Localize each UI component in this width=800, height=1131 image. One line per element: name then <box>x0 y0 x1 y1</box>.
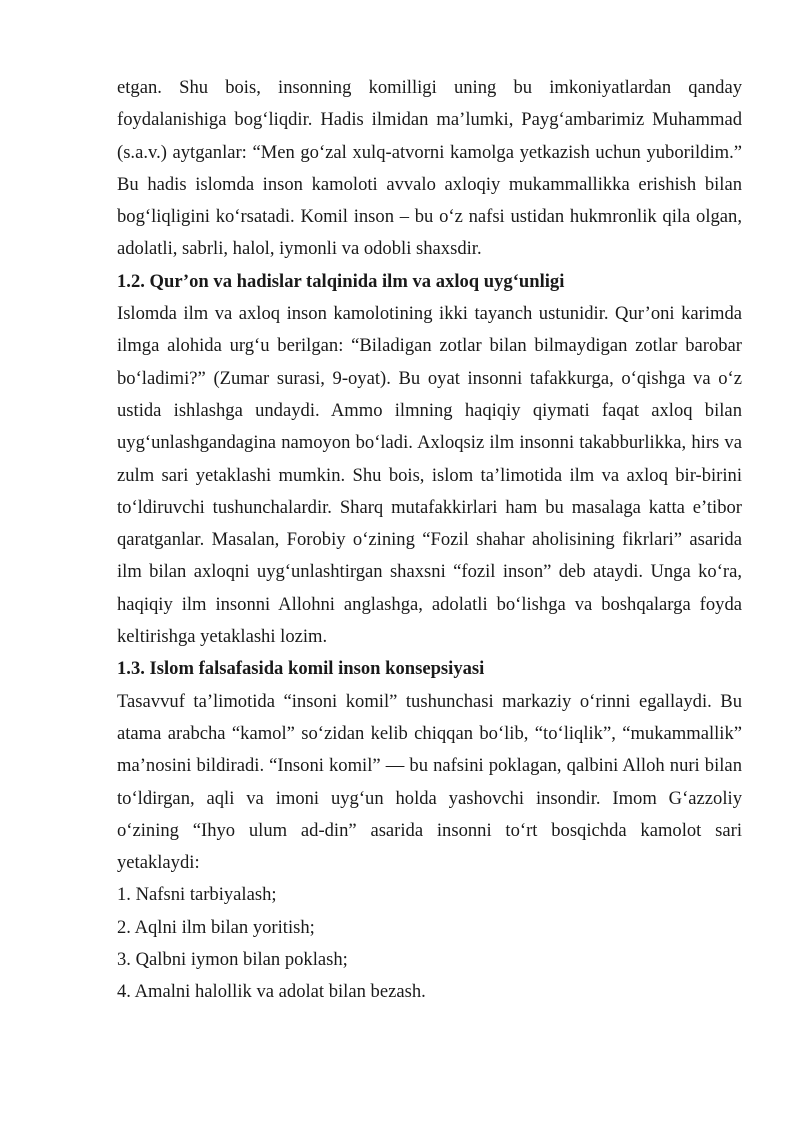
paragraph-komil-inson: Tasavvuf ta’limotida “insoni komil” tushunchasi markaziy o‘rinni egallaydi. Bu atama arabcha “kamol” so‘zidan kelib chiqqan bo‘lib, “to‘liqlik”, “mukammallik” ma’nosini bildiradi. “Insoni komil” — bu nafsini poklagan, qalbini Alloh nuri bilan to‘ldirgan, aqli va imoni uyg‘un holda yashovchi insondir. Imom G‘azzoliy o‘zining “Ihyo ulum ad-din” asarida insonni to‘rt bosqichda kamolot sari yetaklaydi: <box>117 690 742 874</box>
list-item: 3. Qalbni iymon bilan poklash; <box>117 949 348 971</box>
stages-list <box>117 879 742 1008</box>
paragraph-intro: etgan. Shu bois, insonning komilligi uning bu imkoniyatlardan qanday foydalanishiga bog‘liqdir. Hadis ilmidan ma’lumki, Payg‘ambarimiz Muhammad (s.a.v.) aytganlar: “Men go‘zal xulq-atvorni kamolga yetkazish uchun yuborildim.” Bu hadis islomda inson kamoloti avvalo axloqiy mukammallikka erishish bilan bog‘liqligini ko‘rsatadi. Komil inson – bu o‘z nafsi ustidan hukmronlik qila olgan, adolatli, sabrli, halol, iymonli va odobli shaxsdir. <box>117 77 742 260</box>
list-item: 2. Aqlni ilm bilan yoritish; <box>117 916 315 938</box>
document-page <box>117 72 742 1009</box>
list-item: 4. Amalni halollik va adolat bilan bezash. <box>117 981 426 1003</box>
paragraph-ilm-axloq: Islomda ilm va axloq inson kamolotining ikki tayanch ustunidir. Qur’oni karimda ilmga alohida urg‘u berilgan: “Biladigan zotlar bilan bilmaydigan zotlar barobar bo‘ladimi?” (Zumar surasi, 9-oyat). Bu oyat insonni tafakkurga, o‘qishga va o‘z ustida ishlashga undaydi. Ammo ilmning haqiqiy qiymati faqat axloq bilan uyg‘unlashgandagina namoyon bo‘ladi. Axloqsiz ilm insonni takabburlikka, hirs va zulm sari yetaklashi mumkin. Shu bois, islom ta’limotida ilm va axloq bir-birini to‘ldiruvchi tushunchalardir. Sharq mutafakkirlari ham bu masalaga katta e’tibor qaratganlar. Masalan, Forobiy o‘zining “Fozil shahar aholisining fikrlari” asarida ilm bilan axloqni uyg‘unlashtirgan shaxsni “fozil inson” deb ataydi. Unga ko‘ra, haqiqiy ilm insonni Allohni anglashga, adolatli bo‘lishga va boshqalarga foyda keltirishga yetaklashi lozim. <box>117 303 742 648</box>
list-item: 1. Nafsni tarbiyalash; <box>117 884 277 906</box>
section-heading-1-2: 1.2. Qur’on va hadislar talqinida ilm va axloq uyg‘unligi <box>117 270 565 292</box>
section-heading-1-3: 1.3. Islom falsafasida komil inson konsepsiyasi <box>117 658 485 680</box>
